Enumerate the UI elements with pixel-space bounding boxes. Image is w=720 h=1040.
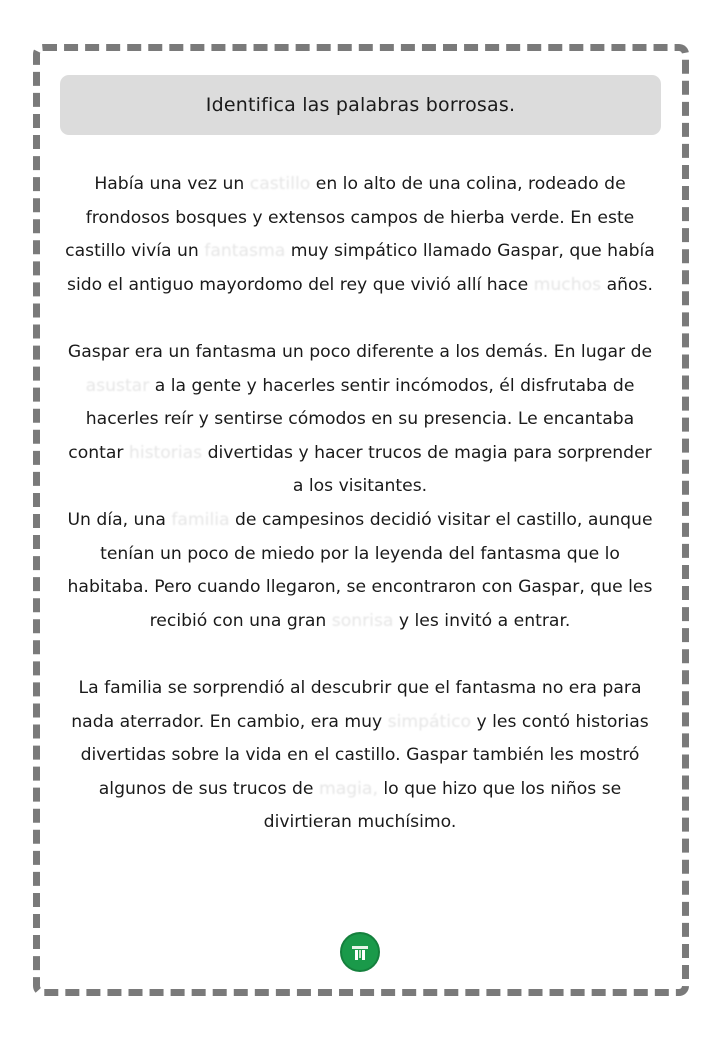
blurred-word: simpático: [387, 711, 472, 732]
story-text-segment: de campesinos decidió visitar el castillo, aunque tenían un poco de miedo por la leyenda del fantasma que lo habitaba. Pero cuando llegaron, se encontraron con Gaspar, que les recibió con una gran: [67, 509, 653, 631]
story-text: [64, 168, 656, 840]
story-text-segment: y les contó historias divertidas sobre la vida en el castillo. Gaspar también les mostró algunos de sus trucos de: [80, 711, 649, 799]
story-text-segment: Un día, una: [67, 509, 172, 530]
paragraph-spacer: [64, 638, 656, 672]
blurred-word: sonrisa: [331, 610, 394, 631]
page-title: Identifica las palabras borrosas.: [205, 94, 516, 116]
story-text-segment: lo que hizo que los niños se divirtieran muchísimo.: [263, 778, 622, 833]
story-text-segment: La familia se sorprendió al descubrir que el fantasma no era para nada aterrador. En cambio, era muy: [71, 677, 642, 732]
story-text-segment: a la gente y hacerles sentir incómodos, él disfrutaba de hacerles reír y sentirse cómodos en su presencia. Le encantaba contar: [68, 375, 635, 463]
story-paragraph: [64, 672, 656, 840]
story-paragraph: [64, 504, 656, 638]
blurred-word: historias: [128, 442, 203, 463]
blurred-word: familia: [171, 509, 230, 530]
paragraph-spacer: [64, 302, 656, 336]
story-text-segment: en lo alto de una colina, rodeado de frondosos bosques y extensos campos de hierba verde. En este castillo vivía un: [65, 174, 635, 262]
blurred-word: asustar: [85, 375, 150, 396]
blurred-word: muchos: [533, 274, 602, 295]
blurred-word: castillo: [249, 174, 311, 194]
story-text-segment: divertidas y hacer trucos de magia para sorprender a los visitantes.: [202, 442, 652, 497]
title-banner: [60, 75, 661, 135]
story-paragraph: [64, 336, 656, 504]
blurred-word: magia,: [318, 778, 378, 799]
story-text-segment: Gaspar era un fantasma un poco diferente a los demás. En lugar de: [67, 341, 653, 362]
story-text-segment: Había una vez un: [94, 174, 250, 194]
story-text-segment: y les invitó a entrar.: [393, 610, 571, 631]
blurred-word: fantasma: [204, 241, 286, 262]
story-text-segment: años.: [601, 274, 653, 295]
story-paragraph: [64, 168, 656, 302]
pencil-logo-icon: [340, 932, 380, 972]
story-text-segment: muy simpático llamado Gaspar, que había sido el antiguo mayordomo del rey que vivió allí hace: [67, 241, 655, 295]
